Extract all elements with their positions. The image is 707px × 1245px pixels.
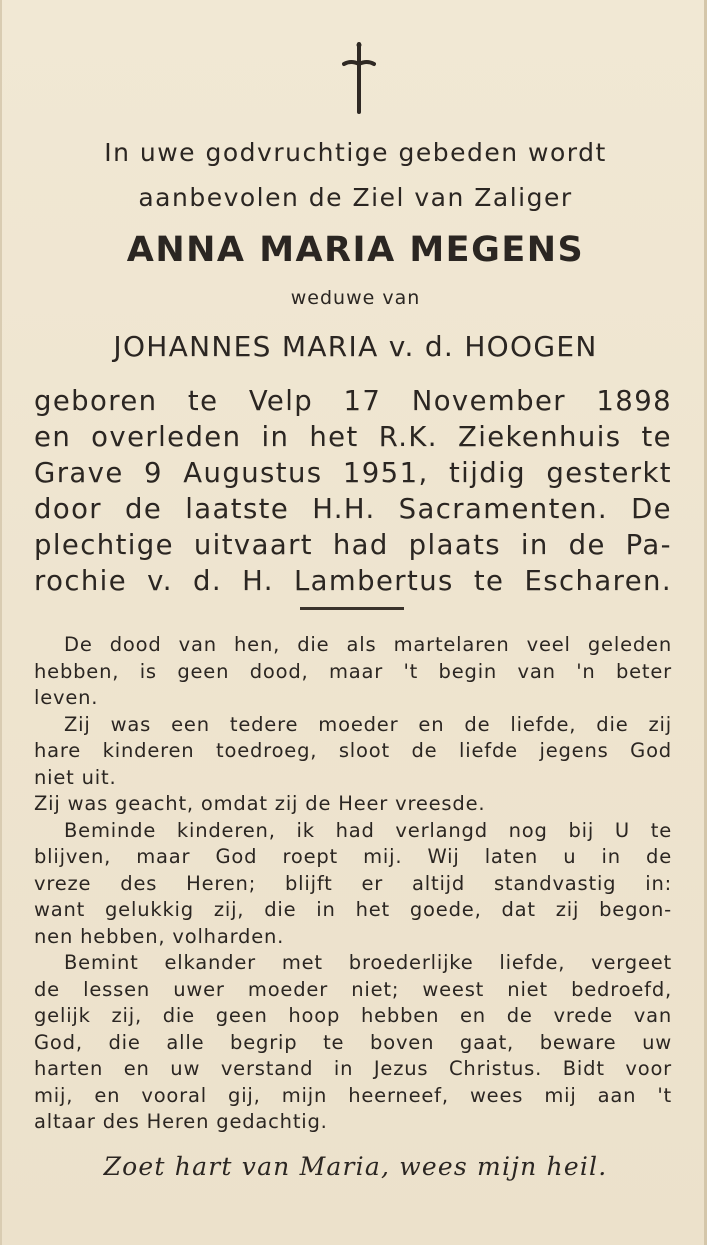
text-line: mij, en vooral gij, mijn heerneef, wees mij aan 't: [34, 1083, 672, 1107]
bio-line: geboren te Velp 17 November 1898: [34, 385, 672, 417]
text-line: harten en uw verstand in Jezus Christus. Bidt voor: [34, 1057, 672, 1080]
bio-line: rochie v. d. H. Lambertus te Escharen.: [34, 565, 672, 597]
text-line: leven.: [34, 686, 99, 709]
text-line: vreze des Heren; blijft er altijd standvastig in:: [34, 871, 672, 895]
text-line: nen hebben, volharden.: [34, 924, 285, 948]
closing-prayer: Zoet hart van Maria, wees mijn heil.: [103, 1152, 608, 1181]
intro-line-2: aanbevolen de Ziel van Zaliger: [138, 183, 573, 212]
spouse-name: JOHANNES MARIA v. d. HOOGEN: [113, 330, 598, 363]
text-line: gelijk zij, die geen hoop hebben en de vrede van: [34, 1004, 672, 1027]
text-line: hare kinderen toedroeg, sloot de liefde jegens God: [34, 739, 672, 762]
bio-line: en overleden in het R.K. Ziekenhuis te: [34, 421, 672, 453]
text-line: De dood van hen, die als martelaren veel geleden: [64, 633, 672, 656]
bio-line: plechtige uitvaart had plaats in de Pa-: [34, 529, 672, 561]
text-line: altaar des Heren gedachtig.: [34, 1110, 328, 1133]
text-line: want gelukkig zij, die in het goede, dat zij begon-: [34, 898, 672, 921]
prayer-text: [34, 632, 672, 1136]
text-line: de lessen uwer moeder niet; weest niet bedroefd,: [34, 977, 672, 1001]
text-line: Bemint elkander met broederlijke liefde, vergeet: [64, 951, 672, 974]
bio-line: Grave 9 Augustus 1951, tijdig gesterkt: [34, 457, 672, 489]
widow-of-label: weduwe van: [290, 287, 421, 309]
text-line: God, die alle begrip te boven gaat, beware uw: [34, 1030, 672, 1054]
deceased-name: ANNA MARIA MEGENS: [126, 230, 585, 270]
text-line: Beminde kinderen, ik had verlangd nog bij U te: [64, 818, 672, 842]
divider: [300, 607, 404, 610]
text-line: blijven, maar God roept mij. Wij laten u in de: [34, 845, 672, 868]
text-line: Zij was geacht, omdat zij de Heer vreesde.: [34, 792, 486, 815]
text-line: Zij was een tedere moeder en de liefde, die zij: [64, 712, 672, 736]
text-line: niet uit.: [34, 765, 117, 789]
cross-icon: [342, 42, 376, 114]
text-line: hebben, is geen dood, maar 't begin van 'n beter: [34, 659, 672, 683]
bio-line: door de laatste H.H. Sacramenten. De: [34, 493, 672, 525]
intro-line-1: In uwe godvruchtige gebeden wordt: [104, 138, 607, 167]
